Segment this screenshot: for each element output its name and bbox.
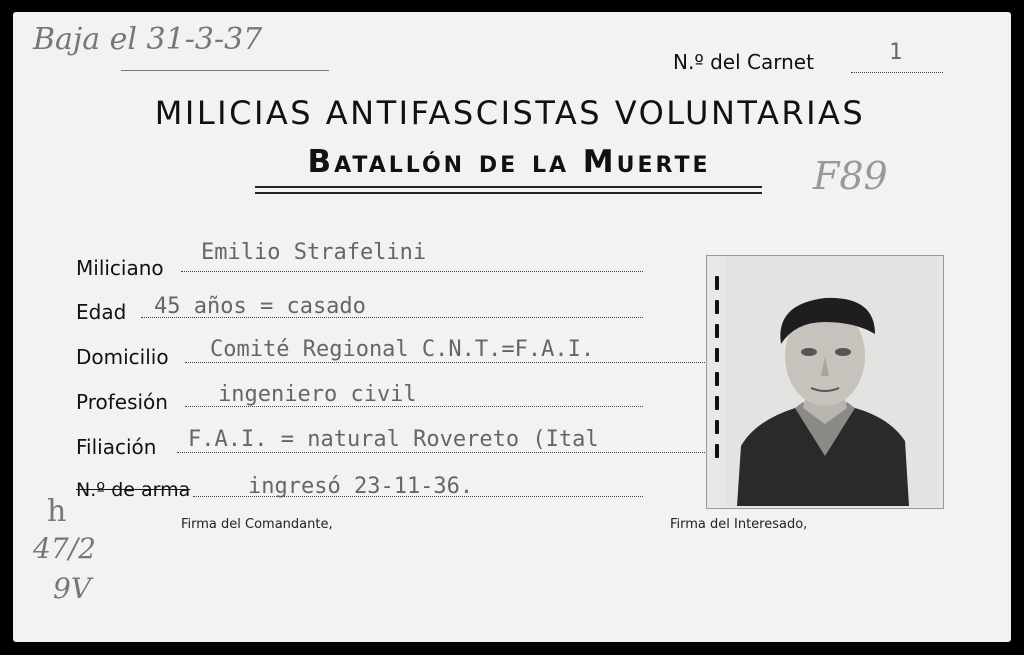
field-label-miliciano: Miliciano	[76, 256, 164, 280]
battalion-title: Batallón de la Muerte	[307, 144, 711, 180]
film-perforation	[715, 420, 719, 434]
field-value-arma: ingresó 23-11-36.	[248, 474, 474, 499]
portrait-image	[725, 256, 939, 506]
field-value-profesion: ingeniero civil	[218, 382, 417, 407]
handwritten-code: F89	[813, 154, 888, 198]
carnet-dotline	[851, 72, 943, 73]
film-perforation	[715, 444, 719, 458]
field-label-arma: N.º de arma	[76, 479, 191, 501]
field-dotline-filiacion	[177, 452, 713, 453]
field-label-profesion: Profesión	[76, 390, 168, 414]
film-perforation	[715, 324, 719, 338]
margin-note-3: 9V	[53, 572, 92, 605]
member-signature-label: Firma del Interesado,	[670, 517, 808, 532]
margin-note-2: 47/2	[33, 532, 96, 565]
field-dotline-domicilio	[185, 362, 713, 363]
identity-card	[13, 12, 1011, 642]
field-dotline-miliciano	[181, 271, 643, 272]
carnet-number: 1	[889, 40, 903, 65]
title-rule-1	[255, 186, 762, 188]
field-value-edad: 45 años = casado	[154, 294, 366, 319]
commander-signature-label: Firma del Comandante,	[181, 517, 333, 532]
field-value-miliciano: Emilio Strafelini	[201, 240, 427, 265]
film-perforation	[715, 348, 719, 362]
field-value-domicilio: Comité Regional C.N.T.=F.A.I.	[210, 337, 595, 362]
note-underline	[121, 70, 329, 71]
film-perforation	[715, 276, 719, 290]
carnet-label: N.º del Carnet	[673, 50, 814, 74]
field-value-filiacion: F.A.I. = natural Rovereto (Ital	[188, 427, 599, 452]
title-rule-2	[255, 192, 762, 194]
margin-note-1: h	[47, 494, 67, 529]
film-perforation	[715, 372, 719, 386]
field-label-filiacion: Filiación	[76, 435, 157, 459]
field-label-domicilio: Domicilio	[76, 345, 169, 369]
handwritten-note: Baja el 31-3-37	[33, 22, 263, 57]
member-photo	[725, 256, 939, 506]
field-label-edad: Edad	[76, 300, 127, 324]
film-perforation	[715, 396, 719, 410]
page-title: MILICIAS ANTIFASCISTAS VOLUNTARIAS	[154, 94, 866, 132]
film-perforation	[715, 300, 719, 314]
